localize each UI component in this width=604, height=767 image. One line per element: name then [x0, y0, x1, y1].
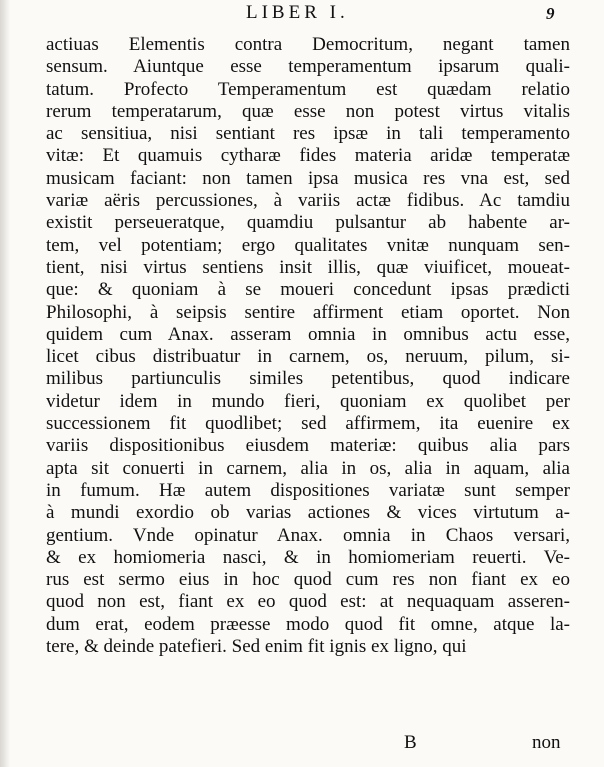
text-line: quidem cum Anax. asseram omnia in omnibus actu esse,	[46, 323, 570, 345]
text-line: successionem fit quodlibet; sed affirmem, ita euenire ex	[46, 413, 570, 435]
text-line: videtur idem in mundo fieri, quoniam ex quolibet per	[46, 390, 570, 412]
text-line: gentium. Vnde opinatur Anax. omnia in Chaos versari,	[46, 524, 570, 546]
text-line: Philosophi, à seipsis sentire affirment etiam oportet. Non	[46, 301, 570, 323]
body-text	[46, 34, 570, 658]
page-gutter-shadow	[0, 0, 10, 767]
text-line: licet cibus distribuatur in carnem, os, neruum, pilum, si-	[46, 346, 570, 368]
text-line: dum erat, eodem præesse modo quod fit omne, atque la-	[46, 613, 570, 635]
text-line: & ex homiomeria nasci, & in homiomeriam reuerti. Ve-	[46, 546, 570, 568]
text-line: apta sit conuerti in carnem, alia in os, alia in aquam, alia	[46, 457, 570, 479]
catchword: non	[532, 732, 561, 753]
text-line: à mundi exordio ob varias actiones & vices virtutum a-	[46, 502, 570, 524]
running-head: LIBER I.	[246, 2, 349, 23]
text-line: vitæ: Et quamuis cytharæ fides materia aridæ temperatæ	[46, 145, 570, 167]
text-line: rus est sermo eius in hoc quod cum res non fiant ex eo	[46, 569, 570, 591]
text-line: sensum. Aiuntque esse temperamentum ipsarum quali-	[46, 56, 570, 78]
text-line: quod non est, fiant ex eo quod est: at nequaquam asseren-	[46, 591, 570, 613]
text-line: rerum temperatarum, quæ esse non potest virtus vitalis	[46, 100, 570, 122]
text-line: que: & quoniam à se moueri concedunt ipsas prædicti	[46, 279, 570, 301]
text-line: tient, nisi virtus sentiens insit illis, quæ viuificet, moueat-	[46, 256, 570, 278]
text-line: actiuas Elementis contra Democritum, negant tamen	[46, 34, 570, 55]
text-line: tere, & deinde patefieri. Sed enim fit ignis ex ligno, qui	[46, 636, 467, 658]
page-number: 9	[546, 4, 555, 23]
text-line: milibus partiunculis similes petentibus, quod indicare	[46, 368, 570, 390]
text-line: ac sensitiua, nisi sentiant res ipsæ in tali temperamento	[46, 123, 570, 145]
signature-mark: B	[404, 732, 417, 753]
text-line: tem, vel potentiam; ergo qualitates vnitæ nunquam sen-	[46, 234, 570, 256]
text-line: in fumum. Hæ autem dispositiones variatæ sunt semper	[46, 479, 570, 501]
text-line: variæ aëris percussiones, à variis actæ fidibus. Ac tamdiu	[46, 190, 570, 212]
text-line: tatum. Profecto Temperamentum est quædam relatio	[46, 78, 570, 100]
text-line: musicam faciant: non tamen ipsa musica res vna est, sed	[46, 167, 570, 189]
text-line: variis dispositionibus eiusdem materiæ: quibus alia pars	[46, 435, 570, 457]
text-line: existit perseueratque, quamdiu pulsantur ab habente ar-	[46, 212, 570, 234]
